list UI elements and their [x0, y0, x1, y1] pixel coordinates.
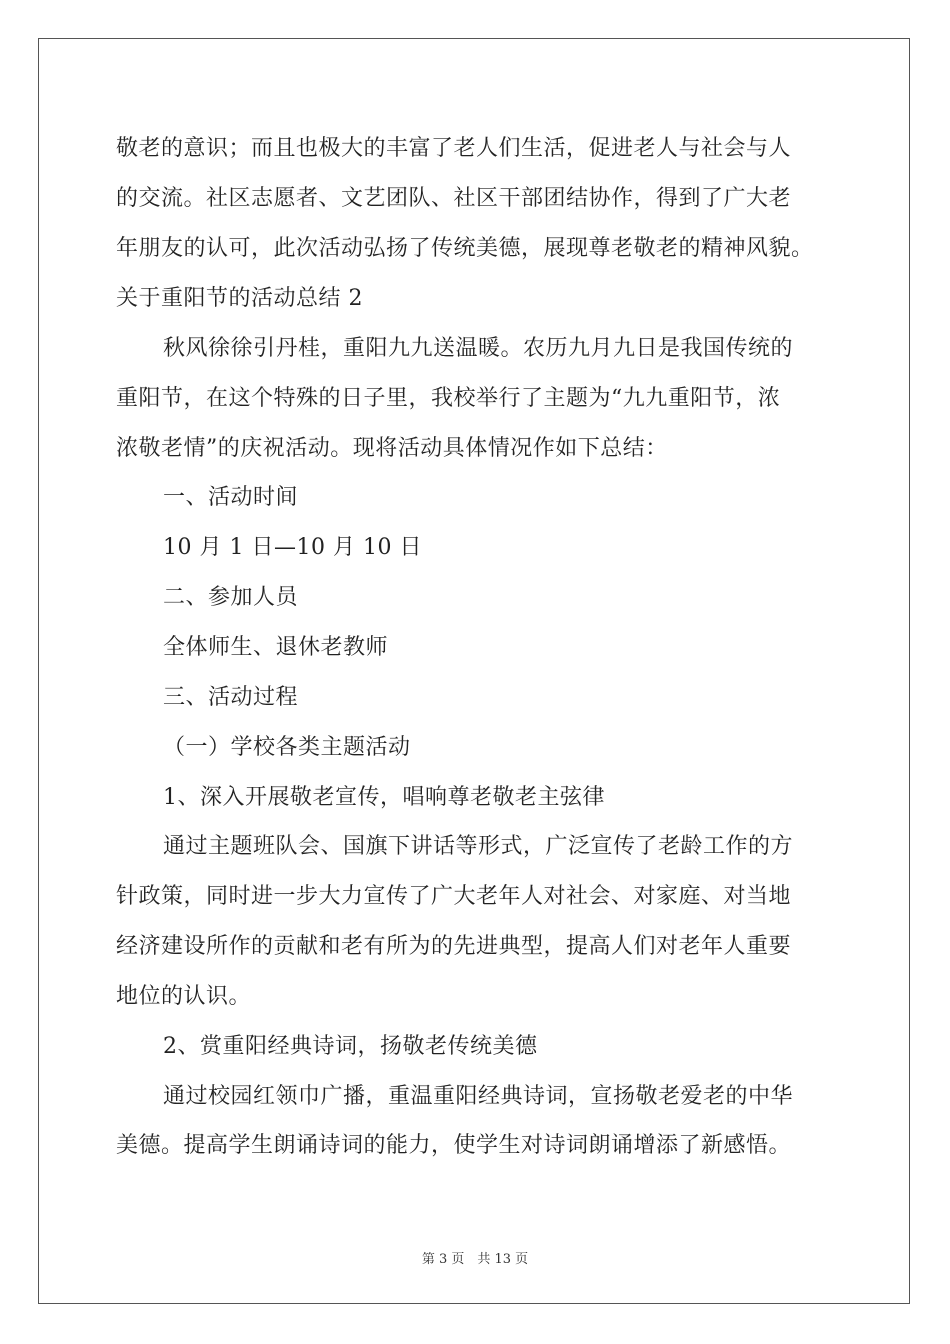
- text-line: 全体师生、退休老教师: [163, 635, 389, 660]
- subheading-process: 三、活动过程: [163, 685, 299, 710]
- text-line: 敬老的意识；而且也极大的丰富了老人们生活，促进老人与社会与人: [116, 136, 792, 161]
- subheading-item-2: 2、赏重阳经典诗词，扬敬老传统美德: [163, 1034, 538, 1059]
- subheading-activities: （一）学校各类主题活动: [163, 735, 411, 760]
- text-line: 通过校园红领巾广播，重温重阳经典诗词，宣扬敬老爱老的中华: [163, 1084, 794, 1109]
- text-line: 地位的认识。: [116, 984, 252, 1009]
- text-line: 经济建设所作的贡献和老有所为的先进典型，提高人们对老年人重要: [116, 934, 792, 959]
- text-line: 秋风徐徐引丹桂，重阳九九送温暖。农历九月九日是我国传统的: [163, 336, 794, 361]
- page-border: [38, 38, 910, 1304]
- subheading-item-1: 1、深入开展敬老宣传，唱响尊老敬老主弦律: [163, 785, 605, 810]
- subheading-time: 一、活动时间: [163, 485, 299, 510]
- text-line: 10 月 1 日—10 月 10 日: [163, 535, 422, 560]
- text-line: 针政策，同时进一步大力宣传了广大老年人对社会、对家庭、对当地: [116, 884, 792, 909]
- text-line: 美德。提高学生朗诵诗词的能力，使学生对诗词朗诵增添了新感悟。: [116, 1133, 792, 1158]
- subheading-participants: 二、参加人员: [163, 585, 299, 610]
- section-heading: 关于重阳节的活动总结 2: [116, 286, 363, 311]
- text-line: 年朋友的认可，此次活动弘扬了传统美德，展现尊老敬老的精神风貌。: [116, 236, 814, 261]
- page-number: 第 3 页 共 13 页: [421, 1252, 529, 1267]
- text-line: 的交流。社区志愿者、文艺团队、社区干部团结协作，得到了广大老: [116, 186, 792, 211]
- text-line: 浓敬老情”的庆祝活动。现将活动具体情况作如下总结：: [116, 436, 668, 461]
- text-line: 通过主题班队会、国旗下讲话等形式，广泛宣传了老龄工作的方: [163, 834, 794, 859]
- text-line: 重阳节，在这个特殊的日子里，我校举行了主题为“九九重阳节，浓: [116, 386, 781, 411]
